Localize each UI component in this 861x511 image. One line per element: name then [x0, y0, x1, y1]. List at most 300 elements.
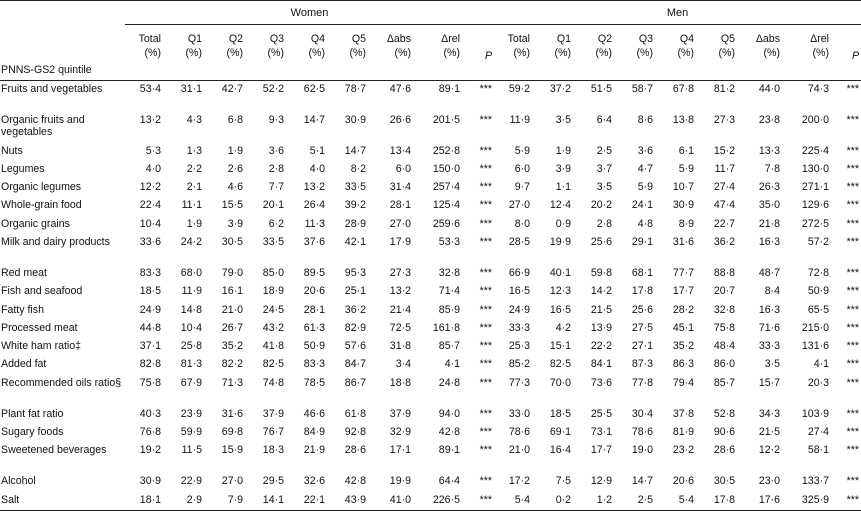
women-cell: 252·8	[432, 144, 460, 157]
col-header-line: Q3	[638, 33, 654, 45]
women-cell: 1·9	[227, 144, 243, 157]
women-cell: 3·4	[395, 358, 411, 371]
women-cell: 42·8	[438, 426, 460, 439]
men-cell: 4·2	[555, 321, 572, 334]
men-p-cell: ***	[846, 407, 860, 420]
men-p-cell: ***	[846, 285, 860, 298]
women-cell: 25·8	[180, 340, 202, 353]
women-cell: 41·8	[262, 340, 284, 353]
men-cell: 24·9	[508, 303, 531, 316]
women-p-cell: ***	[479, 181, 493, 194]
women-cell: 7·9	[202, 492, 243, 511]
women-cell: 26·4	[303, 199, 325, 212]
men-cell: 2·5	[596, 144, 613, 157]
men-p-cell: ***	[846, 235, 860, 248]
women-p-cell: ***	[460, 492, 494, 511]
men-cell: 18·5	[549, 407, 572, 420]
women-cell: 17·1	[389, 444, 411, 457]
women-cell: 4·1	[444, 358, 460, 371]
men-cell: 22·7	[713, 217, 736, 230]
women-p-cell: ***	[479, 376, 493, 389]
women-cell: 24·9	[139, 303, 161, 316]
men-cell: 71·6	[758, 321, 781, 334]
women-cell: 2·6	[227, 162, 243, 175]
women-cell: 10·4	[139, 217, 161, 230]
women-cell: 86·7	[344, 376, 366, 389]
women-cell: 57·6	[344, 340, 366, 353]
row-label: Added fat	[1, 358, 47, 371]
men-cell: 3·7	[596, 162, 613, 175]
women-cell: 22·9	[180, 475, 202, 488]
men-cell: 272·5	[801, 217, 830, 230]
col-header-line: (%)	[595, 47, 613, 59]
women-cell: 21·0	[221, 303, 243, 316]
row-label: Milk and dairy products	[1, 235, 110, 248]
women-cell: 31·4	[389, 181, 411, 194]
men-cell: 3·6	[637, 144, 654, 157]
women-cell: 22·4	[139, 199, 161, 212]
men-cell: 0·2	[530, 492, 571, 511]
women-p-cell: ***	[479, 235, 493, 248]
women-cell: 13·2	[139, 113, 161, 126]
men-cell: 84·1	[590, 358, 613, 371]
men-cell: 5·9	[637, 181, 654, 194]
women-cell: 150·0	[432, 162, 460, 175]
women-cell: 4·0	[309, 162, 325, 175]
women-p-cell: ***	[479, 475, 493, 488]
men-cell: 200·0	[801, 113, 830, 126]
women-cell: 42·8	[344, 475, 366, 488]
women-col-header	[202, 25, 243, 81]
women-cell: 7·7	[268, 181, 284, 194]
men-cell: 5·4	[494, 492, 530, 511]
men-cell: 17·2	[508, 475, 531, 488]
men-cell: 2·8	[596, 217, 613, 230]
women-cell: 81·3	[180, 358, 202, 371]
women-cell: 226·5	[411, 492, 460, 511]
men-cell: 271·1	[801, 181, 830, 194]
women-cell: 19·9	[389, 475, 411, 488]
men-cell: 65·5	[807, 303, 830, 316]
men-cell: 215·0	[801, 321, 830, 334]
men-cell: 25·3	[508, 340, 531, 353]
col-header-line: (%)	[763, 47, 781, 59]
men-p-cell: ***	[846, 321, 860, 334]
men-cell: 23·2	[672, 444, 695, 457]
men-cell: 2·5	[612, 492, 653, 511]
men-cell: 27·0	[508, 199, 531, 212]
men-cell: 36·2	[713, 235, 736, 248]
women-cell: 15·9	[221, 444, 243, 457]
women-cell: 69·8	[221, 426, 243, 439]
men-cell: 67·8	[672, 82, 695, 95]
women-cell: 89·1	[438, 82, 460, 95]
men-col-header	[571, 25, 612, 81]
women-cell: 43·2	[262, 321, 284, 334]
men-cell: 59·2	[508, 82, 531, 95]
women-cell: 9·3	[268, 113, 284, 126]
women-cell: 6·0	[395, 162, 411, 175]
men-p-cell: ***	[846, 266, 860, 279]
table-row	[0, 406, 861, 424]
table-row	[0, 492, 861, 511]
row-label: Sweetened beverages	[1, 444, 107, 457]
women-cell: 24·5	[262, 303, 284, 316]
row-label: Plant fat ratio	[1, 407, 64, 420]
women-cell: 85·7	[438, 340, 460, 353]
women-col-header	[366, 25, 411, 81]
men-cell: 73·1	[590, 426, 613, 439]
men-cell: 52·8	[713, 407, 736, 420]
women-cell: 11·3	[304, 217, 325, 230]
women-cell: 33·5	[262, 235, 284, 248]
women-cell: 257·4	[432, 181, 460, 194]
men-p-header: P	[829, 25, 861, 81]
men-cell: 22·2	[590, 340, 613, 353]
row-label: Salt	[0, 492, 125, 511]
men-cell: 77·8	[631, 376, 654, 389]
men-cell: 5·9	[678, 162, 695, 175]
men-cell: 12·2	[758, 444, 781, 457]
men-cell: 21·5	[758, 426, 781, 439]
men-cell: 103·9	[801, 407, 830, 420]
women-cell: 1·3	[186, 144, 202, 157]
table-row	[0, 356, 861, 374]
men-cell: 48·7	[758, 266, 781, 279]
row-label: Organic fruits and vegetables	[1, 113, 85, 138]
women-cell: 85·0	[262, 266, 284, 279]
men-cell: 48·4	[713, 340, 736, 353]
women-cell: 53·4	[139, 82, 161, 95]
men-cell: 85·2	[508, 358, 531, 371]
women-cell: 4·3	[186, 113, 202, 126]
men-p-cell: ***	[846, 113, 860, 126]
men-cell: 8·4	[764, 285, 781, 298]
col-header-line: Q5	[720, 33, 736, 45]
men-cell: 17·8	[694, 492, 735, 511]
col-header-line: Q5	[351, 33, 366, 45]
women-cell: 16·1	[221, 285, 243, 298]
table-row	[0, 424, 861, 442]
women-p-cell: ***	[479, 358, 493, 371]
men-cell: 3·5	[764, 358, 781, 371]
women-cell: 20·1	[262, 199, 284, 212]
men-cell: 32·8	[713, 303, 736, 316]
col-header-line: Q3	[269, 33, 284, 45]
women-cell: 36·2	[344, 303, 366, 316]
women-cell: 2·9	[161, 492, 202, 511]
row-label: Fruits and vegetables	[1, 82, 103, 95]
group-header-row	[0, 1, 861, 25]
women-cell: 78·5	[303, 376, 325, 389]
col-header-line: (%)	[718, 47, 736, 59]
men-cell: 86·0	[713, 358, 736, 371]
men-cell: 7·8	[764, 162, 781, 175]
men-cell: 23·0	[758, 475, 781, 488]
men-cell: 325·9	[780, 492, 829, 511]
men-cell: 29·1	[631, 235, 654, 248]
women-cell: 19·2	[139, 444, 161, 457]
men-cell: 6·0	[514, 162, 531, 175]
women-p-cell: ***	[479, 444, 493, 457]
women-cell: 13·2	[303, 181, 325, 194]
men-cell: 77·3	[508, 376, 531, 389]
women-p-cell: ***	[479, 199, 493, 212]
men-cell: 35·0	[758, 199, 781, 212]
row-label: Recommended oils ratio§	[1, 376, 122, 389]
men-cell: 3·5	[596, 181, 613, 194]
men-cell: 16·5	[549, 303, 572, 316]
row-label: Organic legumes	[1, 181, 82, 194]
col-header-line: Q1	[556, 33, 572, 45]
women-cell: 11·5	[181, 444, 202, 457]
women-cell: 24·2	[180, 235, 202, 248]
women-cell: 78·7	[344, 82, 366, 95]
men-cell: 78·6	[631, 426, 654, 439]
women-cell: 47·6	[389, 82, 411, 95]
men-cell: 68·1	[631, 266, 654, 279]
women-p-header: P	[460, 25, 494, 81]
men-col-header	[780, 25, 829, 81]
men-cell: 15·7	[758, 376, 781, 389]
women-cell: 1·9	[186, 217, 202, 230]
women-cell: 18·3	[262, 444, 284, 457]
col-header-line: Q4	[679, 33, 695, 45]
women-p-cell: ***	[479, 407, 493, 420]
women-cell: 84·9	[303, 426, 325, 439]
men-cell: 20·3	[807, 376, 830, 389]
men-cell: 30·9	[672, 199, 695, 212]
men-group-header: Men	[494, 1, 861, 25]
men-p-cell: ***	[829, 492, 861, 511]
women-cell: 33·5	[344, 181, 366, 194]
men-cell: 8·9	[678, 217, 695, 230]
women-cell: 95·3	[344, 266, 366, 279]
men-col-header	[694, 25, 735, 81]
men-cell: 4·8	[637, 217, 654, 230]
women-cell: 37·1	[139, 340, 161, 353]
women-cell: 46·6	[303, 407, 325, 420]
women-cell: 15·5	[221, 199, 243, 212]
men-cell: 33·3	[758, 340, 781, 353]
men-cell: 1·2	[571, 492, 612, 511]
table-row	[0, 473, 861, 491]
women-cell: 82·8	[139, 358, 161, 371]
men-cell: 9·7	[514, 181, 531, 194]
women-cell: 21·9	[303, 444, 325, 457]
col-header-line: Q2	[228, 33, 243, 45]
table-body	[0, 80, 861, 510]
table-row	[0, 143, 861, 161]
women-cell: 83·3	[139, 266, 161, 279]
men-cell: 28·2	[672, 303, 695, 316]
women-cell: 62·5	[303, 82, 325, 95]
women-col-header	[325, 25, 366, 81]
women-p-cell: ***	[479, 321, 493, 334]
women-p-cell: ***	[479, 303, 493, 316]
women-cell: 4·6	[227, 181, 243, 194]
women-cell: 2·8	[268, 162, 284, 175]
row-label: Sugary foods	[1, 426, 64, 439]
table-row	[0, 216, 861, 234]
women-cell: 3·9	[227, 217, 243, 230]
men-cell: 70·0	[549, 376, 572, 389]
men-cell: 13·8	[672, 113, 695, 126]
men-cell: 4·1	[813, 358, 830, 371]
men-cell: 37·8	[672, 407, 695, 420]
men-cell: 58·7	[631, 82, 654, 95]
men-cell: 27·1	[631, 340, 654, 353]
women-cell: 32·8	[438, 266, 460, 279]
col-header-line: (%)	[812, 47, 830, 59]
women-p-cell: ***	[479, 285, 493, 298]
col-header-line: Q4	[310, 33, 325, 45]
women-cell: 14·8	[180, 303, 202, 316]
women-cell: 31·8	[389, 340, 411, 353]
col-header-line: (%)	[226, 47, 243, 59]
table-row	[0, 283, 861, 301]
men-p-cell: ***	[846, 444, 860, 457]
women-cell: 14·7	[303, 113, 325, 126]
women-cell: 259·6	[432, 217, 460, 230]
table-row	[0, 234, 861, 265]
men-cell: 131·6	[801, 340, 830, 353]
women-cell: 27·0	[389, 217, 411, 230]
men-cell: 6·1	[678, 144, 695, 157]
men-col-header	[530, 25, 571, 81]
women-cell: 14·1	[243, 492, 284, 511]
men-col-header	[612, 25, 653, 81]
col-header-line: (%)	[394, 47, 411, 59]
women-cell: 28·1	[389, 199, 411, 212]
men-cell: 20·2	[590, 199, 613, 212]
women-cell: 31·1	[180, 82, 202, 95]
women-cell: 33·6	[139, 235, 161, 248]
men-cell: 10·7	[672, 181, 695, 194]
women-cell: 3·6	[268, 144, 284, 157]
men-cell: 19·0	[631, 444, 654, 457]
men-p-cell: ***	[846, 162, 860, 175]
women-col-header	[284, 25, 325, 81]
women-cell: 5·1	[309, 144, 325, 157]
col-header-line: Δrel	[810, 33, 830, 45]
row-label: Fish and seafood	[1, 285, 83, 298]
women-cell: 32·9	[389, 426, 411, 439]
men-cell: 88·8	[713, 266, 736, 279]
men-cell: 1·1	[555, 181, 572, 194]
women-cell: 82·9	[344, 321, 366, 334]
men-cell: 14·2	[590, 285, 613, 298]
men-cell: 57·2	[807, 235, 830, 248]
women-cell: 28·9	[344, 217, 366, 230]
men-cell: 20·7	[713, 285, 736, 298]
men-cell: 12·3	[549, 285, 572, 298]
men-p-cell: ***	[846, 82, 860, 95]
men-p-cell: ***	[846, 217, 860, 230]
men-cell: 78·6	[508, 426, 531, 439]
men-cell: 74·3	[807, 82, 830, 95]
men-p-cell: ***	[846, 303, 860, 316]
women-col-header	[161, 25, 202, 81]
table-row	[0, 320, 861, 338]
men-cell: 79·4	[672, 376, 695, 389]
row-header-label: PNNS-GS2 quintile	[0, 25, 125, 81]
women-cell: 18·5	[139, 285, 161, 298]
women-cell: 161·8	[432, 321, 460, 334]
men-cell: 47·4	[713, 199, 736, 212]
men-cell: 11·7	[714, 162, 736, 175]
women-cell: 75·8	[139, 376, 161, 389]
women-cell: 64·4	[438, 475, 460, 488]
women-cell: 82·2	[221, 358, 243, 371]
women-cell: 50·9	[303, 340, 325, 353]
men-cell: 8·6	[637, 113, 654, 126]
men-p-cell: ***	[846, 199, 860, 212]
women-cell: 18·8	[389, 376, 411, 389]
table-row	[0, 197, 861, 215]
women-cell: 21·4	[389, 303, 411, 316]
women-cell: 30·9	[139, 475, 161, 488]
women-cell: 8·2	[350, 162, 366, 175]
women-cell: 68·0	[180, 266, 202, 279]
women-cell: 22·1	[284, 492, 325, 511]
row-label: Alcohol	[1, 475, 36, 488]
row-label: Red meat	[1, 266, 47, 279]
col-header-line: (%)	[443, 47, 460, 59]
women-cell: 37·6	[303, 235, 325, 248]
col-header-line: (%)	[308, 47, 325, 59]
men-cell: 13·9	[590, 321, 613, 334]
men-cell: 7·5	[555, 475, 572, 488]
women-cell: 67·9	[180, 376, 202, 389]
men-cell: 31·6	[672, 235, 695, 248]
column-header-row	[0, 25, 861, 81]
women-cell: 42·7	[221, 82, 243, 95]
women-cell: 41·0	[366, 492, 411, 511]
men-col-header	[653, 25, 694, 81]
men-cell: 81·2	[713, 82, 736, 95]
men-cell: 6·4	[596, 113, 613, 126]
women-cell: 13·2	[389, 285, 411, 298]
men-cell: 11·9	[509, 113, 531, 126]
men-cell: 129·6	[801, 199, 830, 212]
men-cell: 19·9	[549, 235, 572, 248]
men-cell: 28·6	[713, 444, 736, 457]
women-cell: 43·9	[325, 492, 366, 511]
women-cell: 82·5	[262, 358, 284, 371]
men-cell: 81·9	[672, 426, 695, 439]
men-cell: 17·6	[735, 492, 780, 511]
row-label: Fatty fish	[1, 303, 44, 316]
men-cell: 12·4	[549, 199, 572, 212]
men-p-cell: ***	[846, 475, 860, 488]
women-p-cell: ***	[479, 144, 493, 157]
men-cell: 3·9	[555, 162, 572, 175]
women-cell: 31·6	[221, 407, 243, 420]
women-cell: 89·5	[303, 266, 325, 279]
men-cell: 28·5	[508, 235, 531, 248]
women-cell: 25·1	[344, 285, 366, 298]
men-cell: 17·8	[631, 285, 654, 298]
men-cell: 17·7	[590, 444, 613, 457]
women-cell: 32·6	[303, 475, 325, 488]
men-cell: 225·4	[801, 144, 830, 157]
row-label: Processed meat	[1, 321, 78, 334]
women-cell: 27·0	[221, 475, 243, 488]
table-row	[0, 161, 861, 179]
women-cell: 11·9	[181, 285, 202, 298]
men-cell: 8·0	[514, 217, 531, 230]
